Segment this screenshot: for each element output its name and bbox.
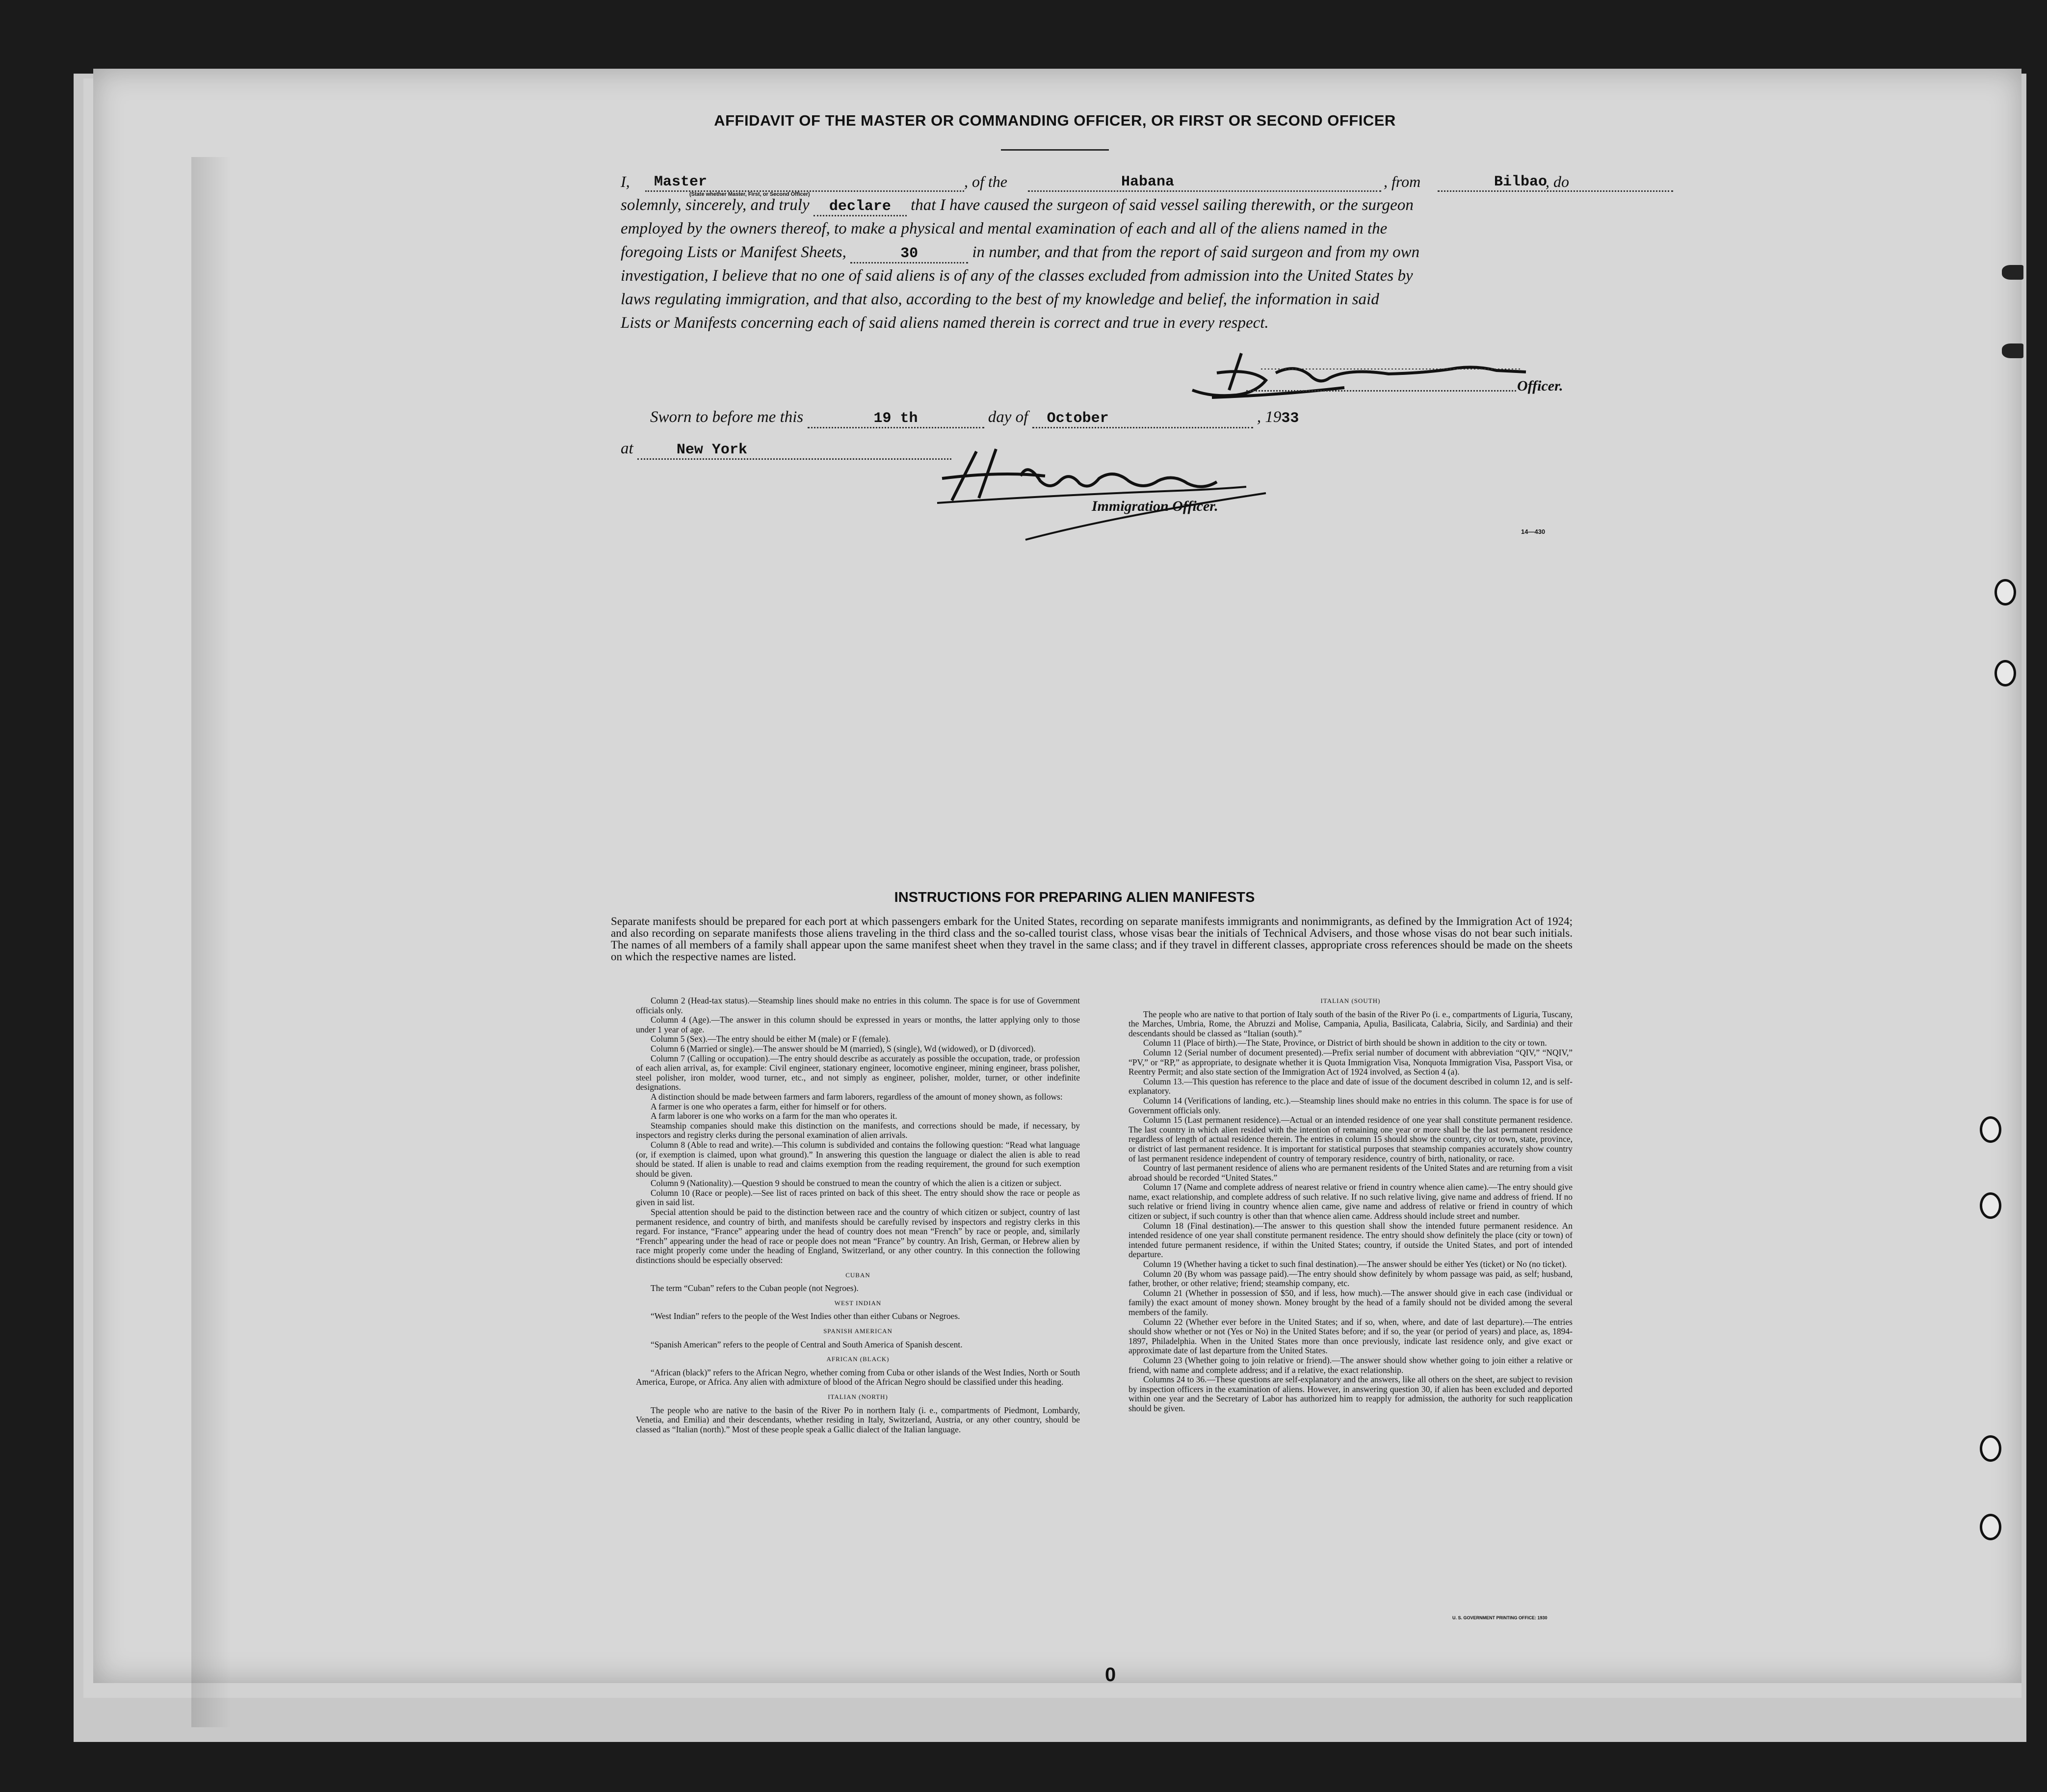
binder-hole-icon	[1980, 1514, 2001, 1540]
affidavit-from: , from	[1384, 173, 1421, 190]
sworn-day-of: day of	[988, 408, 1028, 426]
instructions-left-column	[636, 996, 1080, 1434]
title-rule	[1001, 149, 1109, 151]
officer-rank: Master	[654, 174, 708, 190]
instruction-paragraph: A farm laborer is one who works on a farm for the man who operates it.	[651, 1111, 897, 1121]
affidavit-line-4-pre: foregoing Lists or Manifest Sheets,	[621, 243, 846, 261]
binder-hole-icon	[1980, 1435, 2001, 1462]
affidavit-line-6: laws regulating immigration, and that also, according to the best of my knowledge and belief, the information in said	[621, 290, 1379, 308]
binder-hole-icon	[1995, 660, 2016, 686]
instruction-paragraph: The people who are native to that portion of Italy south of the basin of the River Po (i. e., compartments of Liguria, Tuscany, the Marches, Umbria, Rome, the Abruzzi and Molise, Campania, Apulia, Basilicata, Calabria, Sicily, and Sardinia) and their descendants should be classed as “Italian (south).”	[1128, 1009, 1573, 1038]
officer-signature	[1182, 343, 1536, 407]
binder-clip-icon	[2002, 265, 2023, 280]
sheet-count: 30	[850, 245, 968, 264]
officer-signature-line	[1246, 390, 1516, 392]
instruction-paragraph: Column 17 (Name and complete address of nearest relative or friend in country whence alien came).—The entry should give name, exact relationship, and complete address of such relative. If no such relative living, give name and address of friend. If no such relative or friend living in country whence alien came, give name and address of relative or friend in country of which citizen or subject, if such country is other than that whence alien came. Address should include street and number.	[1128, 1182, 1573, 1221]
affidavit-line-4	[621, 243, 1419, 264]
african-definition: “African (black)” refers to the African Negro, whether coming from Cuba or other islands of the West Indies, North or South America, Europe, or Africa. Any alien with admixture of blood of the African Negro should be classified under this heading.	[636, 1367, 1080, 1387]
instruction-paragraph: Column 10 (Race or people).—See list of races printed on back of this sheet. The entry should show the race or people as given in said list.	[636, 1187, 1080, 1208]
instruction-paragraph: Column 4 (Age).—The answer in this column should be expressed in years or months, the latter applying only to those under 1 year of age.	[636, 1015, 1080, 1034]
affidavit-line-5: investigation, I believe that no one of said aliens is of any of the classes excluded from admission into the United States by	[621, 267, 1413, 285]
heading-african: AFRICAN (BLACK)	[826, 1355, 890, 1363]
affidavit-line-1	[621, 173, 1602, 196]
instruction-paragraph: Column 12 (Serial number of document presented).—Prefix serial number of document with abbreviation “QIV,” “NQIV,” “PV,” or “RP,” as appropriate, to designate whether it is Quota Immigration Visa, Nonquota Immigration Visa, Passport Visa, or Reentry Permit; and also state section of the Immigration Act of 1924 involved, as Section 4 (a).	[1128, 1047, 1573, 1077]
vessel-underline	[1028, 190, 1381, 192]
heading-spanish-american: SPANISH AMERICAN	[823, 1327, 892, 1335]
instruction-paragraph: Column 20 (By whom was passage paid).—The entry should show definitely by whom passage was paid, as self; husband, father, brother, or other relative; friend; steamship company, etc.	[1128, 1268, 1573, 1289]
affidavit-line-2-pre: solemnly, sincerely, and truly	[621, 196, 810, 214]
sworn-year-suffix: 33	[1281, 410, 1299, 427]
binder-hole-icon	[1980, 1192, 2001, 1219]
instruction-paragraph: Column 23 (Whether going to join relative or friend).—The answer should show whether going to join either a relative or friend, with name and complete address; and if a relative, the exact relationship.	[1128, 1355, 1573, 1375]
instructions-title: INSTRUCTIONS FOR PREPARING ALIEN MANIFESTS	[894, 890, 1255, 905]
heading-italian-north: ITALIAN (NORTH)	[828, 1393, 888, 1400]
instruction-paragraph: Column 18 (Final destination).—The answer to this question shall show the intended future permanent residence. An intended residence of one year shall constitute permanent residence. The entry should show definitely the place (city or town) of intended future permanent residence, if within the United States; country, if outside the United States, and port of intended departure.	[1128, 1220, 1573, 1260]
instruction-paragraph: Column 11 (Place of birth).—The State, Province, or District of birth should be shown in addition to the city or town.	[1143, 1038, 1547, 1048]
page-stamp: 0	[1105, 1664, 1116, 1686]
manifest-page	[93, 69, 2021, 1683]
instruction-paragraph: A farmer is one who operates a farm, either for himself or for others.	[651, 1101, 887, 1111]
instruction-paragraph: Column 9 (Nationality).—Question 9 should be construed to mean the country of which the alien is a citizen or subject.	[651, 1178, 1062, 1188]
instruction-paragraph: Column 15 (Last permanent residence).—Actual or an intended residence of one year shall constitute permanent residence. The last country in which alien resided with the intention of remaining one year or more shall be the last permanent residence regardless of length of actual residence therein. The entries in column 15 should show the country, city or town, state, province, or district of last permanent residence. It is important for statistical purposes that steamship companies accurately show country of last permanent residence independent of country of temporary residence, country of birth, nationality, or race.	[1128, 1115, 1573, 1163]
heading-italian-south: ITALIAN (SOUTH)	[1320, 997, 1381, 1004]
sworn-month: October	[1032, 410, 1253, 428]
affidavit-line-4-post: in number, and that from the report of said surgeon and from my own	[972, 243, 1420, 261]
rank-hint: (State whether Master, First, or Second Officer)	[689, 191, 810, 197]
form-number: 14—430	[1521, 528, 1546, 535]
instruction-paragraph: Country of last permanent residence of aliens who are permanent residents of the United States and are returning from a visit abroad should be recorded “United States.”	[1128, 1163, 1573, 1183]
affidavit-line-2	[621, 196, 1414, 216]
instruction-paragraph: Column 22 (Whether ever before in the United States; and if so, when, where, and date of last departure).—The entries should show whether or not (Yes or No) in the United States before; and if so, the year (or period of years) and place, as, 1894-1897, Philadelphia. When in the United States more than once previously, indicate last residence only, and give exact or approximate date of last departure from the United States.	[1128, 1317, 1573, 1356]
instruction-paragraph: Column 19 (Whether having a ticket to such final destination).—The answer should be either Yes (ticket) or No (no ticket).	[1143, 1259, 1567, 1269]
instruction-paragraph: Special attention should be paid to the distinction between race and the country of which citizen or subject, country of last permanent residence, and country of birth, and manifests should be carefully revised by inspectors and registry clerks in this regard. For instance, “France” appearing under the head of country does not mean “French” by race or people, and, similarly “French” appearing under the head of race or people does not mean “France” by country. An Irish, German, or Hebrew alien by race might properly come under the heading of England, Switzerland, or any other country. In this connection the following distinctions should be especially observed:	[636, 1207, 1080, 1265]
italian-north-definition: The people who are native to the basin of the River Po in northern Italy (i. e., compartments of Piedmont, Lombardy, Venetia, and Emilia) and their descendants, whether residing in Italy, Switzerland, Austria, or any other country, should be classed as “Italian (north).” Most of these people speak a Gallic dialect of the Italian language.	[636, 1405, 1080, 1434]
instruction-paragraph: Column 7 (Calling or occupation).—The entry should describe as accurately as possible the occupation, trade, or profession of each alien arrival, as, for example: Civil engineer, stationary engineer, locomotive engineer, mining engineer, brass polisher, steel polisher, iron molder, wood turner, etc., and not simply as engineer, polisher, molder, turner, or other indefinite designations.	[636, 1053, 1080, 1092]
binder-hole-icon	[1995, 579, 2016, 606]
instruction-paragraph: Column 21 (Whether in possession of $50, and if less, how much).—The answer should give in each case (individual or family) the exact amount of money shown. Money brought by the head of a family should not be divided among the several members of the family.	[1128, 1288, 1573, 1317]
affidavit-i: I,	[621, 173, 630, 190]
instruction-paragraph: Steamship companies should make this distinction on the manifests, and corrections should be made, if necessary, by inspectors and registry clerks during the personal examination of alien arrivals.	[636, 1120, 1080, 1140]
cuban-definition: The term “Cuban” refers to the Cuban people (not Negroes).	[651, 1283, 859, 1293]
heading-cuban: CUBAN	[845, 1271, 870, 1279]
sworn-line	[650, 408, 1299, 428]
printer-imprint: U. S. GOVERNMENT PRINTING OFFICE: 1930	[1452, 1615, 1548, 1620]
at-pre: at	[621, 440, 633, 457]
heading-west-indian: WEST INDIAN	[834, 1299, 882, 1307]
instructions-intro: Separate manifests should be prepared for each port at which passengers embark for the United States, recording on separate manifests immigrants and nonimmigrants, as defined by the Immigration Act of 1924; and also recording on separate manifests those aliens traveling in the third class and the so-called tourist class, whose visas bear the initials of Technical Advisers, and those whose visas do not bear such initials. The names of all members of a family shall appear upon the same manifest sheet when they travel in the same class; and if they travel in different classes, appropriate cross references should be made on the sheets on which the respective names are listed.	[611, 915, 1573, 963]
affidavit-line-2-post: that I have caused the surgeon of said vessel sailing therewith, or the surgeon	[911, 196, 1414, 214]
sworn-pre: Sworn to before me this	[650, 408, 804, 426]
instruction-paragraph: Column 13.—This question has reference to the place and date of issue of the document described in column 12, and is self-explanatory.	[1128, 1076, 1573, 1096]
instruction-paragraph: Columns 24 to 36.—These questions are self-explanatory and the answers, like all others on the sheet, are subject to revision by inspection officers in the examination of aliens. However, in answering question 30, if alien has been excluded and deported within one year and the Secretary of Labor has authorized him to reapply for admission, the authority for such reapplication should be given.	[1128, 1374, 1573, 1413]
instructions-right-column	[1128, 996, 1573, 1414]
west-indian-definition: “West Indian” refers to the people of the West Indies other than either Cubans or Negroes.	[651, 1311, 960, 1321]
affidavit-of-the: , of the	[964, 173, 1007, 190]
sworn-day: 19 th	[808, 410, 984, 428]
instruction-paragraph: Column 5 (Sex).—The entry should be either M (male) or F (female).	[651, 1034, 891, 1044]
affidavit-line-3: employed by the owners thereof, to make a physical and mental examination of each and all of the aliens named in the	[621, 220, 1388, 237]
binder-hole-icon	[1980, 1116, 2001, 1143]
affidavit-do: , do	[1546, 173, 1569, 190]
declare-word: declare	[814, 198, 907, 216]
officer-label: Officer.	[1517, 378, 1563, 394]
instruction-paragraph: Column 2 (Head-tax status).—Steamship lines should make no entries in this column. The space is for use of Government officials only.	[636, 996, 1080, 1015]
sworn-place: New York	[637, 442, 951, 460]
sworn-year-prefix: , 19	[1257, 408, 1282, 426]
spanish-american-definition: “Spanish American” refers to the people of Central and South America of Spanish descent.	[651, 1339, 963, 1349]
instruction-paragraph: A distinction should be made between farmers and farm laborers, regardless of the amount of money shown, as follows:	[651, 1091, 1063, 1102]
binder-clip-icon	[2002, 343, 2023, 358]
immigration-officer-signature	[922, 442, 1295, 545]
vessel-name: Habana	[1121, 174, 1175, 190]
page-edge-shading	[191, 157, 231, 1727]
immigration-officer-label: Immigration Officer.	[1092, 498, 1218, 514]
affidavit-title: AFFIDAVIT OF THE MASTER OR COMMANDING OFFICER, OR FIRST OR SECOND OFFICER	[714, 112, 1396, 129]
departure-port: Bilbao	[1494, 174, 1548, 190]
instruction-paragraph: Column 14 (Verifications of landing, etc.).—Steamship lines should make no entries in this column. The space is for use of Government officials only.	[1128, 1095, 1573, 1115]
instruction-paragraph: Column 6 (Married or single).—The answer should be M (married), S (single), Wd (widowed), or D (divorced).	[651, 1043, 1036, 1054]
instruction-paragraph: Column 8 (Able to read and write).—This column is subdivided and contains the following question: “Read what language (or, if exemption is claimed, upon what ground).” In answering this question the language or dialect the alien is able to read should be stated. If alien is unable to read and claims exemption from the reading requirement, the ground for such exemption should be given.	[636, 1139, 1080, 1179]
at-line	[621, 440, 951, 460]
affidavit-line-7: Lists or Manifests concerning each of said aliens named therein is correct and true in every respect.	[621, 314, 1269, 332]
